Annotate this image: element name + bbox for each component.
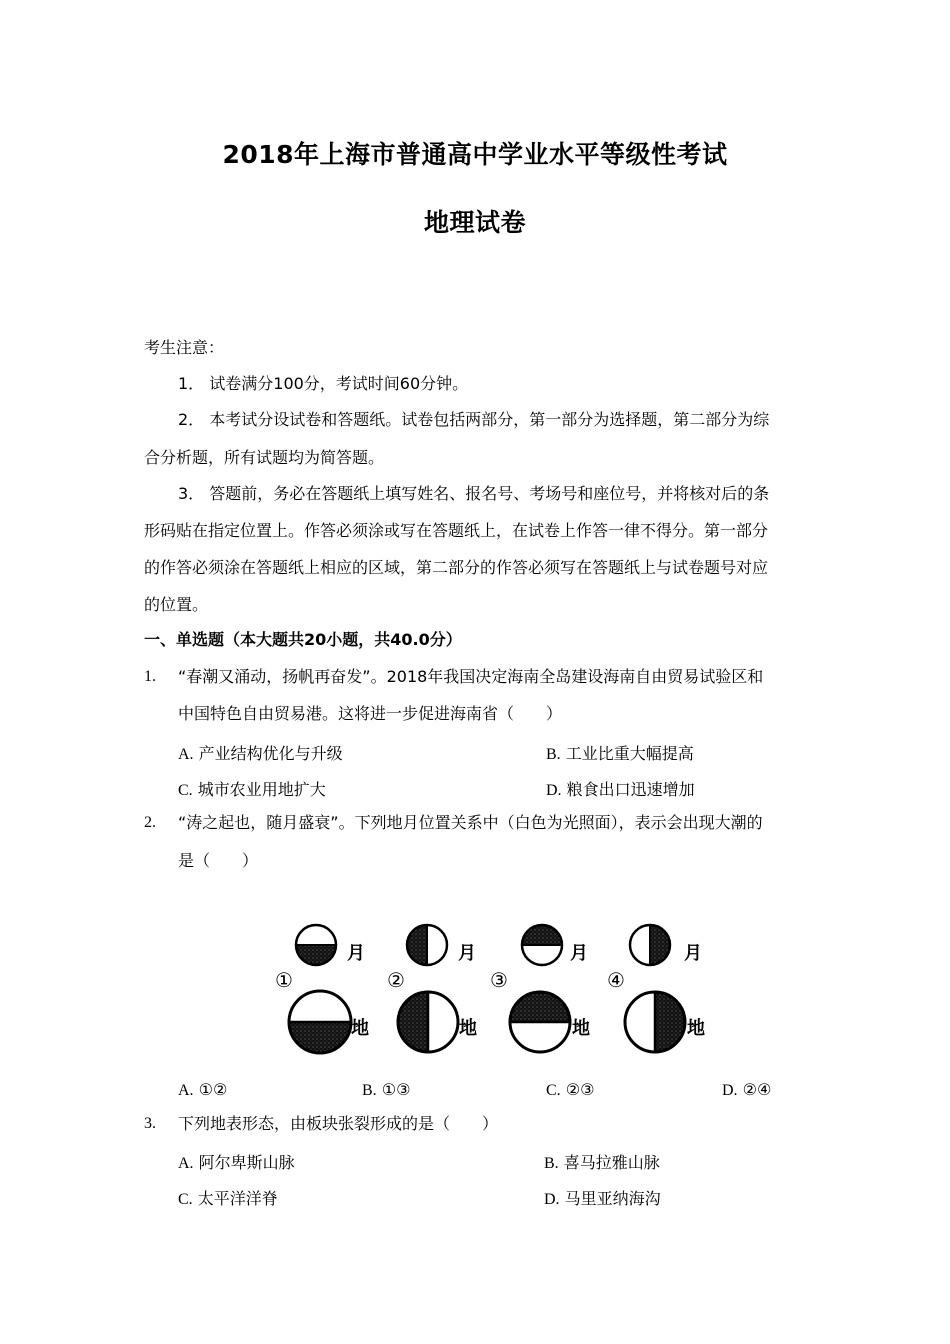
question-number: 2. — [144, 814, 156, 831]
exam-title: 2018年上海市普通高中学业水平等级性考试 — [222, 140, 728, 169]
moon-label: 月 — [684, 943, 702, 964]
moon-circle — [522, 925, 562, 965]
option-text: 马里亚纳海沟 — [564, 1189, 661, 1208]
question-1-stem-line-2: 中国特色自由贸易港。这将进一步促进海南省（ ） — [178, 704, 563, 723]
moon-label: 月 — [570, 943, 588, 964]
earth-circle — [625, 992, 685, 1052]
option-text: 阿尔卑斯山脉 — [198, 1153, 295, 1172]
notice-item-2-line-2: 合分析题，所有试题均为简答题。 — [144, 448, 385, 467]
figure-panel-2 — [387, 925, 477, 1052]
panel-label: ② — [387, 968, 405, 992]
option-letter: C. — [178, 1191, 193, 1208]
notice-item-2-line-1: 2． 本考试分设试卷和答题纸。试卷包括两部分，第一部分为选择题，第二部分为综 — [178, 410, 770, 429]
notice-heading: 考生注意： — [144, 338, 225, 357]
earth-label: 地 — [351, 1018, 369, 1039]
question-3-option-d[interactable] — [544, 1186, 661, 1209]
question-1-option-a[interactable] — [178, 741, 343, 764]
question-number: 3. — [144, 1115, 156, 1132]
moon-label: 月 — [458, 943, 476, 964]
question-2-option-c[interactable] — [546, 1080, 594, 1100]
moon-circle — [407, 925, 447, 965]
question-3-option-c[interactable] — [178, 1186, 278, 1209]
notice-item-3-line-2: 形码贴在指定位置上。作答必须涂或写在答题纸上，在试卷上作答一律不得分。第一部分 — [144, 521, 769, 540]
option-text: 太平洋洋脊 — [197, 1189, 278, 1208]
option-letter: D. — [544, 1191, 560, 1208]
moon-label: 月 — [347, 943, 365, 964]
option-letter: A. — [178, 1155, 194, 1172]
earth-circle — [289, 991, 351, 1053]
panel-label: ③ — [490, 968, 508, 992]
option-letter: B. — [362, 1082, 377, 1099]
figure-panel-4 — [607, 925, 705, 1052]
option-letter: B. — [544, 1155, 559, 1172]
question-2-option-b[interactable] — [362, 1080, 410, 1100]
option-text: ②③ — [565, 1080, 595, 1099]
question-1-stem-line-1: “春潮又涌动，扬帆再奋发”。2018年我国决定海南全岛建设海南自由贸易试验区和 — [178, 667, 764, 686]
question-1-option-b[interactable] — [546, 741, 694, 764]
moon-circle — [630, 925, 670, 965]
question-3-option-a[interactable] — [178, 1150, 295, 1173]
question-1-option-c[interactable] — [178, 777, 326, 800]
option-text: 产业结构优化与升级 — [198, 744, 343, 763]
earth-moon-figure — [265, 915, 725, 1060]
question-3-option-b[interactable] — [544, 1150, 660, 1173]
notice-item-3-line-4: 的位置。 — [144, 595, 209, 614]
earth-circle — [398, 992, 458, 1052]
notice-item-3-line-1: 3． 答题前，务必在答题纸上填写姓名、报名号、考场号和座位号，并将核对后的条 — [178, 484, 770, 503]
option-letter: A. — [178, 746, 194, 763]
option-letter: D. — [722, 1082, 738, 1099]
panel-label: ① — [275, 968, 293, 992]
earth-label: 地 — [572, 1018, 590, 1039]
question-3-stem-line-1: 下列地表形态，由板块张裂形成的是（ ） — [178, 1114, 499, 1133]
section-heading: 一、单选题（本大题共20小题，共40.0分） — [144, 630, 462, 649]
earth-label: 地 — [459, 1018, 477, 1039]
notice-item-1: 1． 试卷满分100分，考试时间60分钟。 — [178, 374, 469, 393]
question-number: 1. — [144, 668, 156, 685]
moon-circle — [296, 925, 336, 965]
option-letter: A. — [178, 1082, 194, 1099]
earth-label: 地 — [687, 1018, 705, 1039]
option-letter: C. — [178, 782, 193, 799]
notice-item-3-line-3: 的作答必须涂在答题纸上相应的区域，第二部分的作答必须写在答题纸上与试卷题号对应 — [144, 558, 769, 577]
option-letter: B. — [546, 746, 561, 763]
exam-subtitle: 地理试卷 — [423, 208, 526, 237]
option-text: 城市农业用地扩大 — [197, 780, 326, 799]
option-text: ②④ — [742, 1080, 772, 1099]
option-letter: C. — [546, 1082, 561, 1099]
option-letter: D. — [546, 782, 562, 799]
earth-circle — [510, 992, 570, 1052]
question-2-stem-line-1: “涛之起也，随月盛衰”。下列地月位置关系中（白色为光照面），表示会出现大潮的 — [178, 813, 763, 832]
question-2-option-d[interactable] — [722, 1080, 771, 1100]
option-text: ①③ — [381, 1080, 411, 1099]
figure-panel-1 — [275, 925, 369, 1053]
question-2-stem-line-2: 是（ ） — [178, 851, 259, 870]
option-text: 工业比重大幅提高 — [565, 744, 694, 763]
option-text: ①② — [198, 1080, 228, 1099]
question-1-option-d[interactable] — [546, 777, 695, 800]
panel-label: ④ — [607, 968, 625, 992]
option-text: 喜马拉雅山脉 — [563, 1153, 660, 1172]
question-2-option-a[interactable] — [178, 1080, 227, 1100]
option-text: 粮食出口迅速增加 — [566, 780, 695, 799]
figure-panel-3 — [490, 925, 590, 1052]
